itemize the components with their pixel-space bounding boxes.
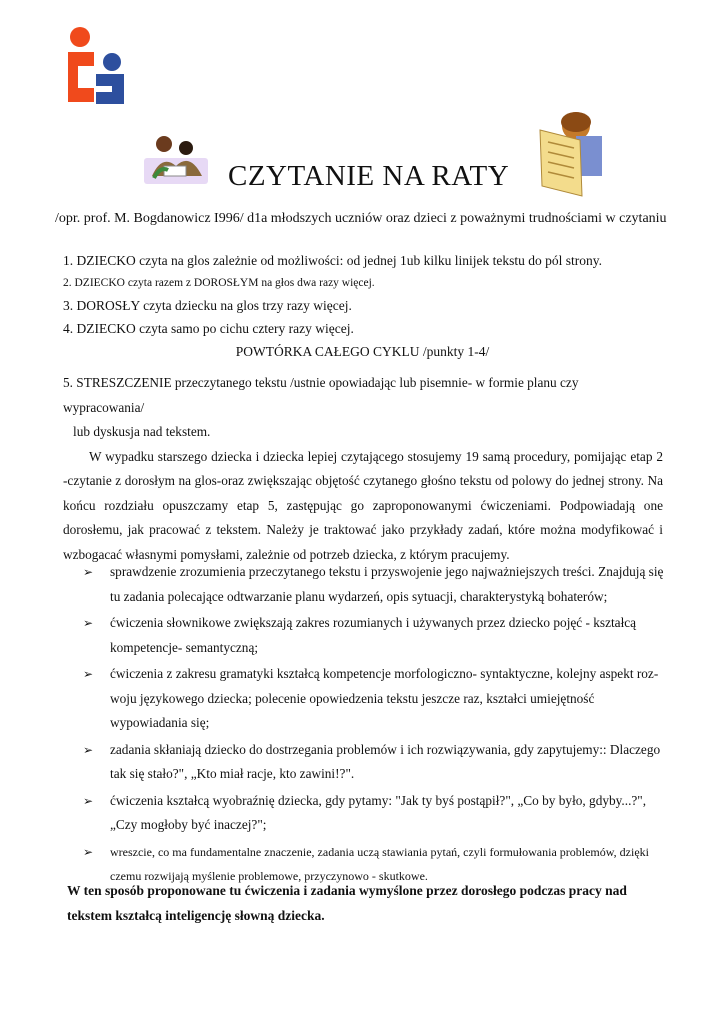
conclusion: W ten sposób proponowane tu ćwiczenia i zadania wymyślone przez dorosłego podczas pracy nad tekstem kształcą inteligencję słowną dziecka. xyxy=(67,883,627,923)
arrow-bullet-icon: ➢ xyxy=(83,793,94,808)
newspaper-reader-icon xyxy=(538,108,608,198)
arrow-bullet-icon: ➢ xyxy=(83,616,94,630)
step-4: 4. DZIECKO czyta samo po cichu cztery razy więcej. xyxy=(63,321,354,336)
paragraph: W wypadku starszego dziecka i dziecka lepiej czytającego stosujemy 19 samą procedury, pomijając etap 2 -czytanie z dorosłym na glos-oraz zwiększając objętość czytanego głośno tekstu od polowy do jednej strony. Na końcu rozdziału opuszczamy etap 5, zastępując go zaproponowanymi ćwiczeniami. Podpowiadają one dorosłemu, jak pracować z tekstem. Należy je traktować jako przykłady zadań, które można modyfikować i wzbogacać własnymi pomysłami, zależnie od potrzeb dziecka, z którym pracujemy. xyxy=(63,448,663,562)
step-1: 1. DZIECKO czyta na glos zależnie od możliwości: od jednej 1ub kilku linijek tekstu do pól strony. xyxy=(63,253,603,268)
subtitle: /opr. prof. M. Bogdanowicz I996/ d1a młodszych uczniów oraz dzieci z poważnymi trudnościami w czytaniu xyxy=(55,211,667,226)
logo-icon xyxy=(62,26,130,112)
list-item: ➢ ćwiczenia słownikowe zwiększają zakres rozumianych i używanych przez dziecko pojęć - kształcą kompetencje- semantyczną; xyxy=(83,611,668,660)
list-item: ➢ zadania skłaniają dziecko do dostrzegania problemów i ich rozwiązywania, gdy zapytujemy:: Dlaczego tak się stało?", „Kto miał racje, kto zawini!?". xyxy=(83,738,668,787)
arrow-bullet-icon: ➢ xyxy=(83,667,94,681)
page-title: CZYTANIE NA RATY xyxy=(228,160,510,192)
body-text xyxy=(63,371,663,567)
arrow-bullet-icon: ➢ xyxy=(83,844,94,859)
list-item: ➢ ćwiczenia z zakresu gramatyki kształcą kompetencje morfologiczno- syntaktyczne, kolejny aspekt roz-woju językowego dziecka; polecenie opowiedzenia tekstu jeszcze raz, kształci umiejętność wypowiadania się; xyxy=(83,662,668,736)
step-5-line-1: 5. STRESZCZENIE przeczytanego tekstu /ustnie opowiadając lub pisemnie- w formie planu czy wypracowania/ xyxy=(63,375,579,415)
step-3: 3. DOROSŁY czyta dziecku na glos trzy razy więcej. xyxy=(63,298,352,313)
reading-people-icon xyxy=(140,132,212,188)
list-item: ➢ ćwiczenia kształcą wyobraźnię dziecka, gdy pytamy: "Jak ty byś postąpił?", „Co by było, gdyby...?", „Czy mogłoby być inaczej?"; xyxy=(83,789,668,838)
list-item: ➢ sprawdzenie zrozumienia przeczytanego tekstu i przyswojenie jego najważniejszych treści. Znajdują się tu zadania polecające odtwarzanie planu wydarzeń, opis sytuacji, charakterystyką bohaterów; xyxy=(83,560,668,609)
repeat-cycle-line: POWTÓRKA CAŁEGO CYKLU /punkty 1-4/ xyxy=(235,344,490,359)
arrow-bullet-icon: ➢ xyxy=(83,742,94,757)
list-item: ➢ wreszcie, co ma fundamentalne znaczenie, zadania uczą stawiania pytań, czyli formułowania problemów, dzięki czemu rozwijają myślenie problemowe, przyczynowo - skutkowe. xyxy=(83,840,668,889)
exercise-list xyxy=(83,560,668,891)
step-2: 2. DZIECKO czyta razem z DOROSŁYM na głos dwa razy więcej. xyxy=(63,277,375,289)
arrow-bullet-icon: ➢ xyxy=(83,565,94,579)
step-5-line-2: lub dyskusja nad tekstem. xyxy=(73,424,211,439)
